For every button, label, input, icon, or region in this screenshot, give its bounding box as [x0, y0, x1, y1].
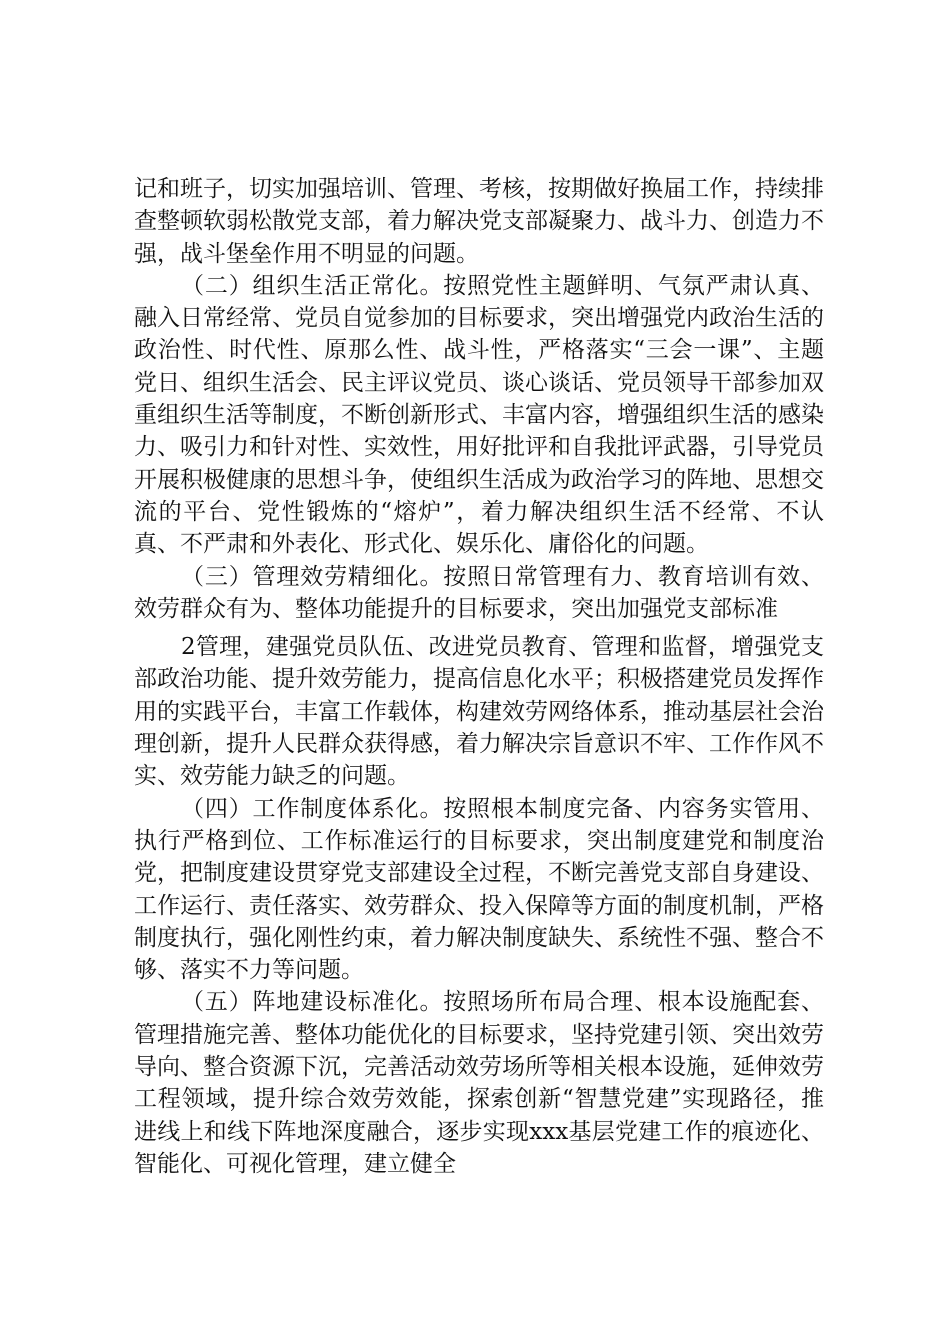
paragraph-management-service: （三）管理效劳精细化。按照日常管理有力、教育培训有效、效劳群众有为、整体功能提升的目标要求，突出加强党支部标准	[134, 563, 824, 622]
paragraph-continuation: 记和班子，切实加强培训、管理、考核，按期做好换届工作，持续排查整顿软弱松散党支部，着力解决党支部凝聚力、战斗力、创造力不强，战斗堡垒作用不明显的问题。	[134, 176, 824, 267]
paragraph-management-continued: 2管理，建强党员队伍、改进党员教育、管理和监督，增强党支部政治功能、提升效劳能力，提高信息化水平；积极搭建党员发挥作用的实践平台，丰富工作载体，构建效劳网络体系，推动基层社会治理创新，提升人民群众获得感，着力解决宗旨意识不牢、工作作风不实、效劳能力缺乏的问题。	[134, 634, 824, 790]
document-body	[134, 173, 824, 1180]
paragraph-work-system: （四）工作制度体系化。按照根本制度完备、内容务实管用、执行严格到位、工作标准运行的目标要求，突出制度建党和制度治党，把制度建设贯穿党支部建设全过程，不断完善党支部自身建设、工作运行、责任落实、效劳群众、投入保障等方面的制度机制，严格制度执行，强化刚性约束，着力解决制度缺失、系统性不强、整合不够、落实不力等问题。	[134, 795, 824, 984]
paragraph-position-construction: （五）阵地建设标准化。按照场所布局合理、根本设施配套、管理措施完善、整体功能优化的目标要求，坚持党建引领、突出效劳导向、整合资源下沉，完善活动效劳场所等相关根本设施，延伸效劳工程领域，提升综合效劳效能，探索创新“智慧党建”实现路径，推进线上和线下阵地深度融合，逐步实现xxx基层党建工作的痕迹化、智能化、可视化管理，建立健全	[134, 989, 824, 1177]
paragraph-organization-life: （二）组织生活正常化。按照党性主题鲜明、气氛严肃认真、融入日常经常、党员自觉参加的目标要求，突出增强党内政治生活的政治性、时代性、原那么性、战斗性，严格落实“三会一课”、主题党日、组织生活会、民主评议党员、谈心谈话、党员领导干部参加双重组织生活等制度，不断创新形式、丰富内容，增强组织生活的感染力、吸引力和针对性、实效性，用好批评和自我批评武器，引导党员开展积极健康的思想斗争，使组织生活成为政治学习的阵地、思想交流的平台、党性锻炼的“熔炉”，着力解决组织生活不经常、不认真、不严肃和外表化、形式化、娱乐化、庸俗化的问题。	[134, 272, 824, 558]
